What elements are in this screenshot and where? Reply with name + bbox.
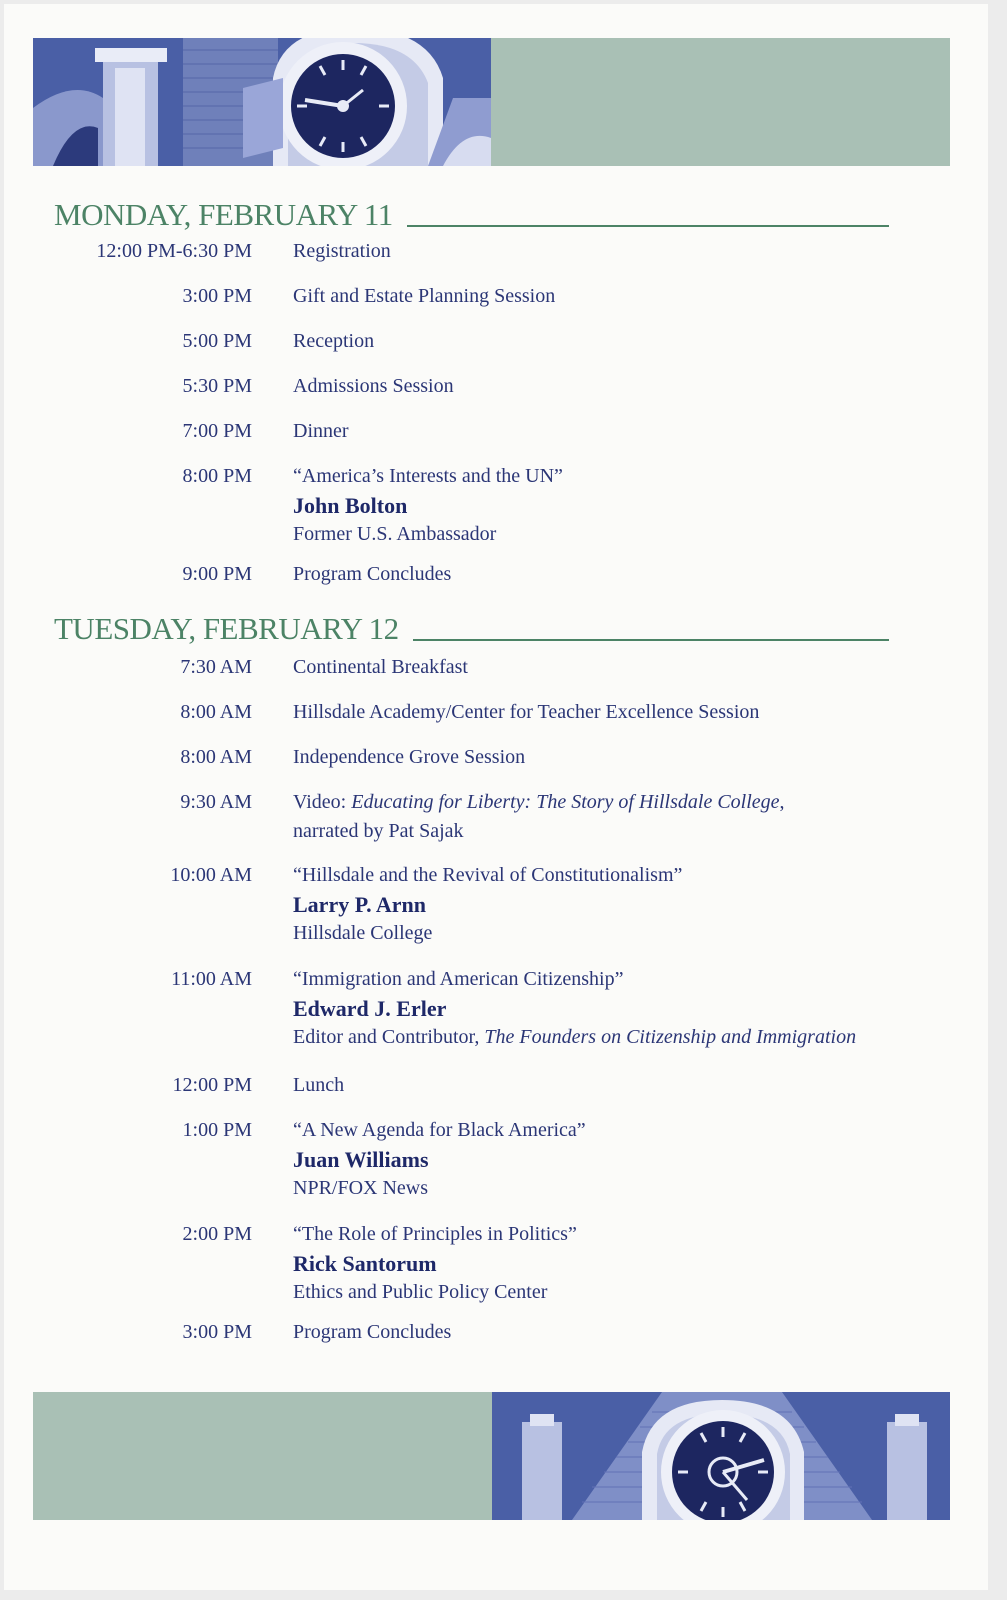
event-time: 3:00 PM: [182, 1321, 252, 1343]
speaker-name: Larry P. Arnn: [293, 892, 427, 917]
event-title: Dinner: [293, 420, 349, 442]
speaker-affiliation: [293, 1023, 953, 1052]
event-time: 10:00 AM: [170, 864, 252, 886]
speaker-name: John Bolton: [293, 493, 408, 518]
event-time: 8:00 AM: [180, 746, 252, 768]
talk-title: “The Role of Principles in Politics”: [293, 1223, 577, 1245]
affiliation-prefix: Editor and Contributor,: [293, 1026, 485, 1048]
clock-tower-photo-bottom: [492, 1392, 950, 1520]
speaker-name: Edward J. Erler: [293, 996, 447, 1021]
event-time: 5:00 PM: [182, 330, 252, 352]
day-heading-tuesday: [54, 604, 889, 644]
event-time: 9:00 PM: [182, 563, 252, 585]
talk-title: “Immigration and American Citizenship”: [293, 968, 624, 990]
event-time: 8:00 PM: [182, 465, 252, 487]
event-time: 12:00 PM: [172, 1074, 252, 1096]
event-title: Reception: [293, 330, 375, 352]
event-subtitle: narrated by Pat Sajak: [293, 820, 464, 842]
event-title: Admissions Session: [293, 375, 454, 397]
event-title: Program Concludes: [293, 563, 452, 585]
book-title: The Founders on Citizenship and Immigration: [484, 1026, 857, 1048]
day-heading-monday: [54, 190, 889, 230]
speaker-affiliation: Ethics and Public Policy Center: [293, 1281, 548, 1303]
event-time: 7:00 PM: [182, 420, 252, 442]
talk-title: “A New Agenda for Black America”: [293, 1119, 586, 1141]
bottom-banner: [33, 1392, 950, 1520]
event-title: Independence Grove Session: [293, 746, 526, 768]
top-banner: [33, 38, 950, 166]
event-title: Continental Breakfast: [293, 656, 468, 678]
speaker-name: Juan Williams: [293, 1147, 429, 1172]
speaker-affiliation: NPR/FOX News: [293, 1177, 429, 1199]
heading-rule: [413, 639, 889, 641]
talk-title: “America’s Interests and the UN”: [293, 465, 563, 487]
video-title: Educating for Liberty: The Story of Hillsdale College: [351, 791, 780, 813]
heading-rule: [407, 225, 889, 227]
event-title: Hillsdale Academy/Center for Teacher Excellence Session: [293, 701, 760, 723]
event-time: 1:00 PM: [182, 1119, 252, 1141]
event-time: 2:00 PM: [182, 1223, 252, 1245]
day-title: MONDAY, FEBRUARY 11: [54, 197, 393, 232]
event-title: Registration: [293, 240, 391, 262]
event-time: 5:30 PM: [182, 375, 252, 397]
speaker-name: Rick Santorum: [293, 1251, 437, 1276]
event-time: 7:30 AM: [180, 656, 252, 678]
event-title: Lunch: [293, 1074, 345, 1096]
day-title: TUESDAY, FEBRUARY 12: [54, 611, 399, 646]
event-suffix: ,: [779, 791, 785, 813]
speaker-affiliation: Hillsdale College: [293, 922, 433, 944]
event-time: 3:00 PM: [182, 285, 252, 307]
event-title: [293, 788, 953, 817]
program-page: [4, 4, 988, 1590]
speaker-affiliation: Former U.S. Ambassador: [293, 523, 497, 545]
event-prefix: Video:: [293, 791, 352, 813]
event-time: 11:00 AM: [171, 968, 252, 990]
event-title: Program Concludes: [293, 1321, 452, 1343]
event-time: 12:00 PM-6:30 PM: [96, 240, 252, 262]
clock-tower-photo-top: [33, 38, 491, 166]
talk-title: “Hillsdale and the Revival of Constitutionalism”: [293, 864, 683, 886]
event-title: Gift and Estate Planning Session: [293, 285, 556, 307]
event-time: 8:00 AM: [180, 701, 252, 723]
event-time: 9:30 AM: [180, 791, 252, 813]
